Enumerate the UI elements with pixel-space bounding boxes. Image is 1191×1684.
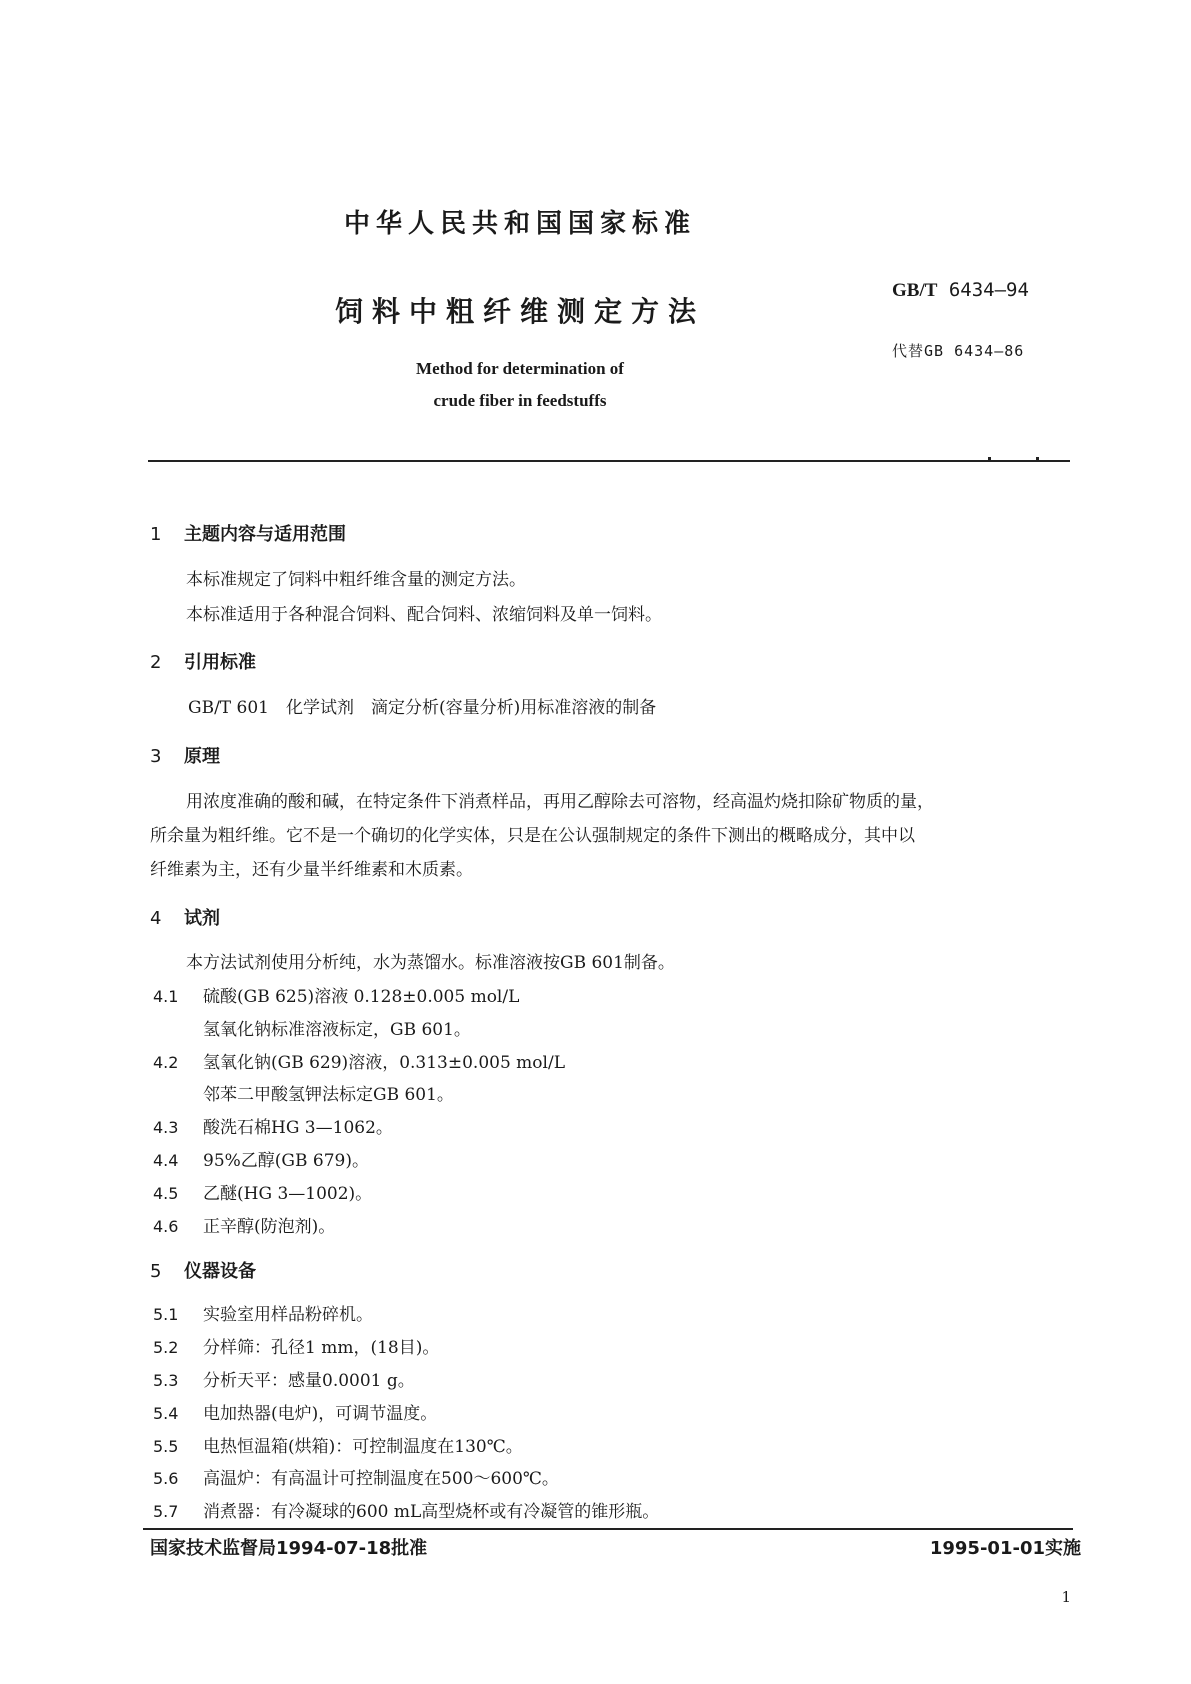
english-title-line-2: crude fiber in feedstuffs: [433, 391, 607, 410]
list-item: 4.6 正辛醇(防泡剂)。: [153, 1217, 336, 1237]
list-item: 4.3 酸洗石棉HG 3—1062。: [153, 1118, 393, 1138]
english-title: [0, 353, 1040, 417]
section-heading-2: 2 引用标准: [150, 652, 256, 673]
page-number: 1: [1061, 1588, 1071, 1606]
list-item-note: 邻苯二甲酸氢钾法标定GB 601。: [203, 1085, 454, 1105]
list-item-note: 氢氧化钠标准溶液标定，GB 601。: [203, 1020, 471, 1040]
list-item: 4.1 硫酸(GB 625)溶液 0.128±0.005 mol/L: [153, 987, 520, 1007]
english-title-line-1: Method for determination of: [416, 359, 624, 378]
approval-date: 国家技术监督局1994-07-18批准: [150, 1538, 428, 1559]
standard-code-prefix: GB/T: [892, 280, 938, 301]
list-item: 5.6 高温炉：有高温计可控制温度在500～600℃。: [153, 1469, 559, 1489]
section-heading-3: 3 原理: [150, 746, 220, 767]
normative-reference: GB/T 601 化学试剂 滴定分析(容量分析)用标准溶液的制备: [188, 698, 657, 718]
list-item: 4.2 氢氧化钠(GB 629)溶液，0.313±0.005 mol/L: [153, 1053, 565, 1073]
effective-date: 1995-01-01实施: [929, 1538, 1081, 1559]
scan-mark: [1036, 457, 1039, 460]
section-heading-5: 5 仪器设备: [150, 1261, 256, 1282]
scan-mark: [988, 457, 991, 460]
page-title: 饲料中粗纤维测定方法: [334, 295, 705, 328]
replaces-standard: 代替GB 6434—86: [892, 342, 1025, 360]
paragraph-line: 纤维素为主，还有少量半纤维素和木质素。: [150, 860, 473, 880]
list-item: 4.4 95%乙醇(GB 679)。: [153, 1151, 369, 1171]
list-item: 5.2 分样筛：孔径1 mm，(18目)。: [153, 1338, 440, 1358]
list-item: 5.7 消煮器：有冷凝球的600 mL高型烧杯或有冷凝管的锥形瓶。: [153, 1502, 660, 1522]
list-item: 4.5 乙醚(HG 3—1002)。: [153, 1184, 373, 1204]
paragraph: 本标准规定了饲料中粗纤维含量的测定方法。: [186, 570, 526, 590]
standard-category: 中华人民共和国国家标准: [343, 209, 696, 239]
list-item: 5.5 电热恒温箱(烘箱)：可控制温度在130℃。: [153, 1437, 523, 1457]
section-heading-4: 4 试剂: [150, 908, 220, 929]
list-item: 5.1 实验室用样品粉碎机。: [153, 1305, 373, 1325]
standard-code: [892, 279, 1029, 302]
paragraph: 本标准适用于各种混合饲料、配合饲料、浓缩饲料及单一饲料。: [186, 605, 662, 625]
standard-code-number: 6434—94: [948, 279, 1029, 301]
list-item: 5.4 电加热器(电炉)，可调节温度。: [153, 1404, 438, 1424]
list-item: 5.3 分析天平：感量0.0001 g。: [153, 1371, 415, 1391]
header-divider: [148, 460, 1070, 462]
paragraph-line: 所余量为粗纤维。它不是一个确切的化学实体，只是在公认强制规定的条件下测出的概略成分，其中以: [150, 826, 915, 846]
section-heading-1: 1 主题内容与适用范围: [150, 524, 346, 545]
paragraph-line: 用浓度准确的酸和碱，在特定条件下消煮样品，再用乙醇除去可溶物，经高温灼烧扣除矿物质的量，: [186, 792, 934, 812]
paragraph: 本方法试剂使用分析纯，水为蒸馏水。标准溶液按GB 601制备。: [186, 953, 675, 973]
footer-divider: [143, 1528, 1073, 1530]
